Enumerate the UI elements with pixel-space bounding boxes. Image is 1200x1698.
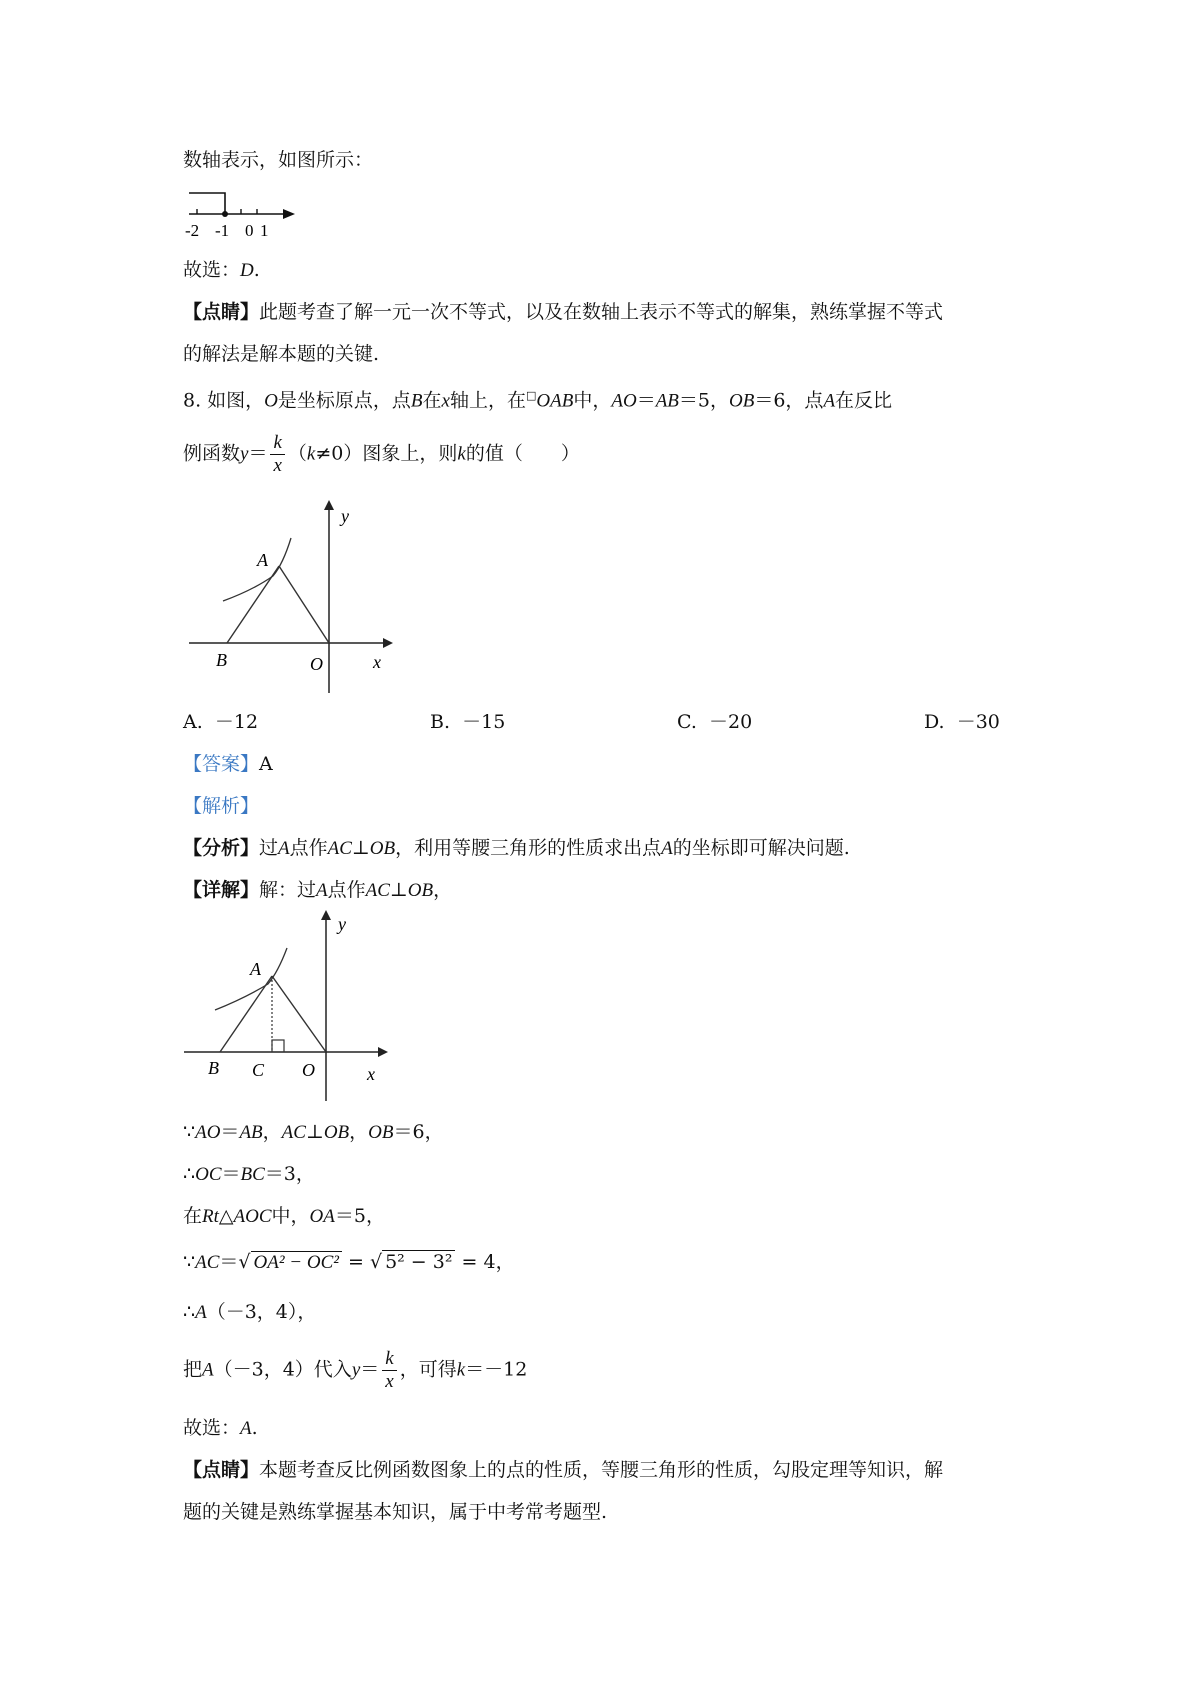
fraction [382,1348,396,1393]
denominator: x [385,1371,394,1392]
text: ， [262,1121,282,1143]
var: OB [729,390,755,412]
option-value: －20 [709,711,753,733]
option-letter: B. [430,711,451,733]
label-O: O [310,654,323,674]
text: 的解法是解本题的关键. [183,343,380,365]
label-x: x [373,652,381,672]
step-line [183,1248,515,1277]
text: ，利用等腰三角形的性质求出点 [395,837,662,859]
step-line [183,1160,315,1189]
answer-tag: 【答案】 [183,753,260,775]
label-A: A [257,550,268,570]
var: AC [281,1122,306,1143]
step-line [183,1348,527,1393]
fenxi-tag: 【分析】 [183,837,260,859]
figure-1 [183,498,393,698]
option-d [924,707,1000,734]
text: 的坐标即可解决问题. [672,837,850,859]
option-value: －15 [462,711,506,733]
var: AC⊥OB [365,880,434,901]
radicand: 5² − 3² [382,1250,455,1273]
tick-label: 1 [260,221,269,240]
sqrt-2: √ 5² − 3² [370,1250,456,1273]
text: 在 [183,1205,203,1227]
var: A [661,838,673,859]
text: （ [287,442,307,465]
text: （－3，4）代入 [213,1358,352,1381]
option-value: －30 [956,711,1000,733]
text: 点作 [289,837,328,859]
question-line [183,382,892,415]
label-B: B [208,1058,219,1078]
note-line [183,298,943,326]
step-line [183,1202,385,1231]
text: ＝6，点 [754,389,824,412]
text: 例函数 [183,442,241,465]
option-letter: D. [924,711,945,733]
xiangjie-line [183,876,452,905]
var: AO [195,1122,221,1143]
number-line-figure [183,188,303,240]
text: 点作 [327,879,366,901]
var: A [195,1302,207,1323]
label-C: C [252,1060,265,1080]
text: ， [433,879,453,901]
text: ＝5， [678,389,730,412]
numerator: k [382,1348,396,1371]
var: OB [368,1122,394,1143]
text: ，可得 [399,1358,457,1381]
text: 8. 如图， [183,389,265,412]
fenxi-line [183,834,850,863]
label-x: x [367,1064,375,1084]
var: A [278,838,290,859]
text: = [347,1251,364,1273]
because-symbol: ∵ [183,1121,196,1143]
text-line [183,256,260,285]
tick-label: 0 [245,221,254,240]
var: OA [309,1206,335,1227]
text: ＝ [248,442,268,465]
var: Rt [202,1206,219,1227]
var: A [316,880,328,901]
text: ＝ [221,1163,241,1185]
option-c [677,707,752,734]
question-line [183,432,580,477]
therefore-symbol: ∴ [183,1301,196,1323]
option-b [430,707,505,734]
text: 中， [271,1205,310,1227]
note-tag: 【点睛】 [183,1459,260,1481]
var: AC [195,1252,220,1273]
analysis-line [183,792,259,820]
text: ＝5， [334,1205,385,1227]
text: . [253,259,260,281]
tick-label: -2 [185,221,200,240]
note-line [183,340,379,368]
text: 把 [183,1358,203,1381]
text: ＝－12 [465,1358,528,1381]
var: k [457,443,466,465]
triangle-symbol: △ [218,1205,234,1227]
label-A: A [250,959,261,979]
var: AB [239,1122,263,1143]
text: ＝ [636,389,656,412]
hyperbola-curve [215,948,287,1010]
text: 此题考查了解一元一次不等式，以及在数轴上表示不等式的解集，熟练掌握不等式 [259,301,944,323]
text: 是坐标原点，点 [277,389,411,412]
right-angle-mark [272,1040,284,1052]
text: 本题考查反比例函数图象上的点的性质，等腰三角形的性质，勾股定理等知识，解 [259,1459,944,1481]
label-y: y [341,506,349,526]
text: （－3，4）， [206,1301,317,1323]
label-B: B [216,650,227,670]
option-letter: C. [677,711,697,733]
var: k [306,443,316,465]
label-O: O [302,1060,315,1080]
text: 题的关键是熟练掌握基本知识，属于中考常考题型. [183,1501,608,1523]
var: BC [240,1164,265,1185]
step-line [183,1414,258,1443]
text: ⊥ [305,1121,324,1143]
answer-letter: D [240,260,254,281]
var: O [264,390,278,412]
text: ＝ [219,1251,239,1273]
text: ≠0）图象上，则 [315,442,458,465]
text: 在反比 [835,389,893,412]
denominator: x [273,455,282,476]
answer-line [183,750,273,778]
var: AB [655,390,679,412]
var: OB [323,1122,350,1143]
text: 数轴表示，如图所示： [183,149,374,171]
text: 在 [422,389,442,412]
text: ＝ [360,1358,380,1381]
text: ， [349,1121,369,1143]
numerator: k [270,432,284,455]
var: OAB [536,390,574,412]
text: 中， [573,389,612,412]
text: 过 [259,837,279,859]
because-symbol: ∵ [183,1251,196,1273]
text: ＝3， [264,1163,315,1185]
answer-value: A [259,753,273,775]
text: 故选： [183,1417,241,1439]
option-value: －12 [214,711,259,733]
note-line [183,1456,943,1484]
label-y: y [338,914,346,934]
text: 解：过 [259,879,317,901]
text-line [183,146,373,174]
text: 故选： [183,259,241,281]
var: B [410,390,423,412]
radicand: OA² − OC² [251,1251,342,1273]
var: y [351,1359,361,1381]
var: AC⊥OB [327,838,396,859]
xiangjie-tag: 【详解】 [183,879,260,901]
fraction [270,432,284,477]
note-tag: 【点睛】 [183,301,260,323]
var: x [441,390,450,412]
option-a [183,707,258,734]
var: A [823,390,836,412]
text: ＝6， [393,1121,444,1143]
triangle-glyph: □ [526,389,537,402]
var: AO [611,390,637,412]
text: ＝ [220,1121,240,1143]
var: y [240,443,249,465]
var: A [202,1359,214,1381]
var: k [456,1359,466,1381]
therefore-symbol: ∴ [183,1163,196,1185]
var: AOC [233,1206,272,1227]
figure-2 [180,908,390,1104]
text: 的值（ ） [465,442,580,465]
option-letter: A. [183,711,203,733]
step-line [183,1118,444,1147]
analysis-tag: 【解析】 [183,795,260,817]
tick-label: -1 [215,221,230,240]
text: . [251,1417,258,1439]
var: A [240,1418,252,1439]
text: 轴上，在 [449,389,526,412]
step-line [183,1298,316,1327]
sqrt-1: √ OA² − OC² [238,1251,342,1273]
var: OC [195,1164,222,1185]
text: = 4， [461,1251,515,1273]
note-line [183,1498,607,1526]
